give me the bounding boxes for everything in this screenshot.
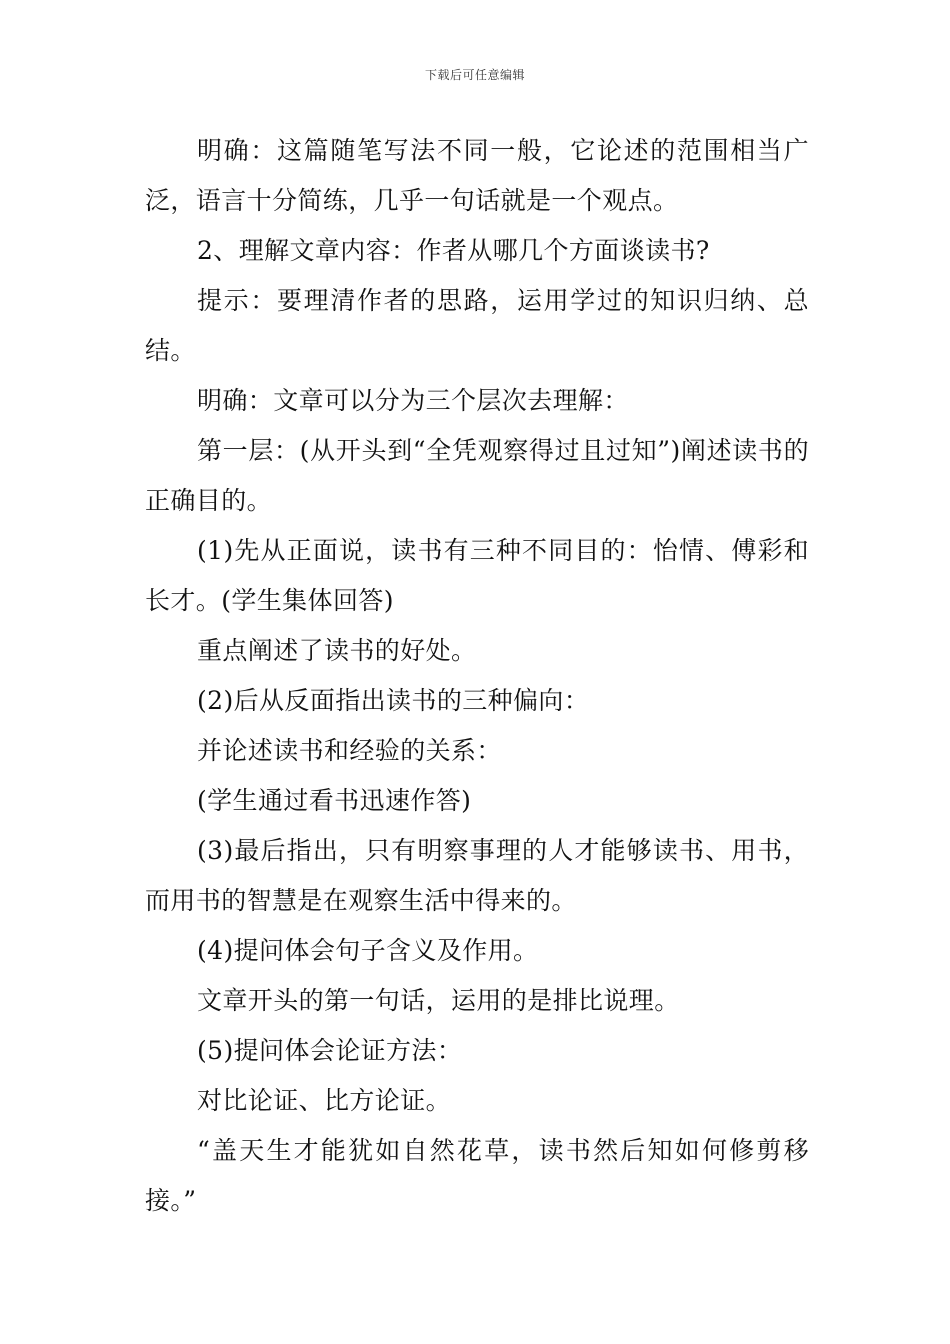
paragraph: 提示：要理清作者的思路，运用学过的知识归纳、总结。	[145, 286, 809, 365]
paragraph: 文章开头的第一句话，运用的是排比说理。	[197, 986, 680, 1015]
paragraph: 并论述读书和经验的关系：	[197, 736, 502, 765]
paragraph: (学生通过看书迅速作答)	[197, 786, 472, 815]
paragraph: 第一层：(从开头到“全凭观察得过且过知”)阐述读书的正确目的。	[145, 436, 809, 515]
paragraph: (5)提问体会论证方法：	[197, 1036, 463, 1065]
paragraph: (4)提问体会句子含义及作用。	[197, 936, 539, 965]
document-body	[145, 126, 809, 1226]
paragraph: 明确：这篇随笔写法不同一般，它论述的范围相当广泛，语言十分简练，几乎一句话就是一个观点。	[145, 136, 809, 215]
paragraph: 明确：文章可以分为三个层次去理解：	[197, 386, 629, 415]
paragraph: 对比论证、比方论证。	[197, 1086, 452, 1115]
paragraph: (3)最后指出，只有明察事理的人才能够读书、用书，而用书的智慧是在观察生活中得来的。	[145, 836, 809, 915]
paragraph: (2)后从反面指出读书的三种偏向：	[197, 686, 590, 715]
page-header-note: 下载后可任意编辑	[424, 68, 525, 82]
paragraph: 2、理解文章内容：作者从哪几个方面谈读书?	[197, 236, 710, 265]
paragraph: 重点阐述了读书的好处。	[197, 636, 477, 665]
paragraph: “盖天生才能犹如自然花草，读书然后知如何修剪移接。”	[145, 1136, 809, 1215]
paragraph: (1)先从正面说，读书有三种不同目的：怡情、傅彩和长才。(学生集体回答)	[145, 536, 809, 615]
